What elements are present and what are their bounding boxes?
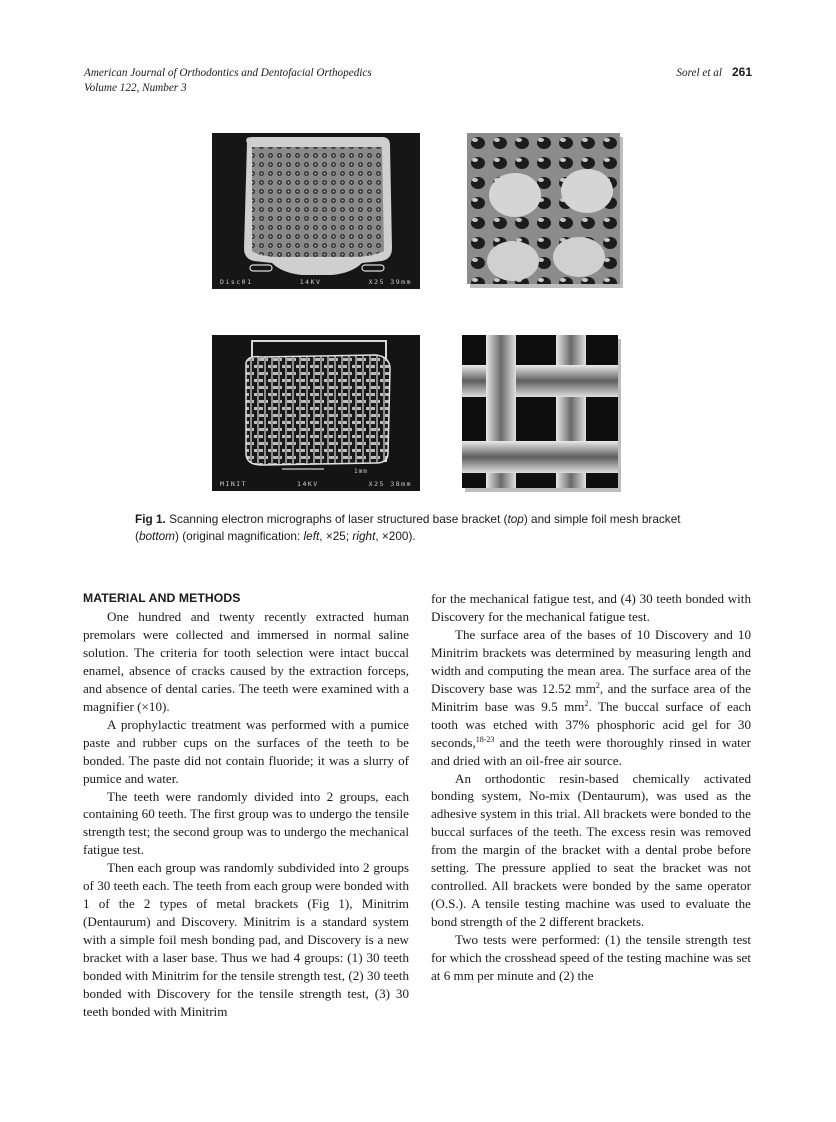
scale-bar-label: 1mm: [354, 468, 368, 475]
journal-title: American Journal of Orthodontics and Dentofacial Orthopedics: [84, 67, 372, 79]
caption-text: ) and simple foil mesh bracket (: [135, 512, 681, 543]
caption-italic: top: [507, 512, 524, 526]
caption-text: , ×25;: [319, 528, 353, 543]
laser-base-detail-micrograph: [467, 133, 620, 284]
superscript: 2: [595, 680, 600, 690]
caption-italic: left: [303, 528, 320, 543]
paragraph: One hundred and twenty recently extracted human premolars were collected and immersed in normal saline solution. The criteria for tooth selection were intact buccal enamel, absence of cracks caused by the extraction forceps, and absence of dental caries. The teeth were examined with a magnifier (×10).: [83, 609, 409, 714]
foil-mesh-detail-micrograph: [462, 335, 618, 488]
text-run: . The buccal surface of each tooth was etched with 37% phosphoric acid gel for 30 seconds,: [431, 698, 751, 750]
text-run: The surface area of the bases of 10 Discovery and 10 Minitrim brackets was determined by measuring length and width and computing the mean area. The surface area of the Discovery base was 12.52 mm: [431, 626, 751, 696]
figure-caption: [135, 511, 715, 544]
section-heading: MATERIAL AND METHODS: [83, 591, 241, 605]
voltage-label: 14KV: [299, 278, 322, 286]
paragraph: Two tests were performed: (1) the tensile strength test for which the crosshead speed of the testing machine was set at 6 mm per minute and (2) the: [431, 932, 751, 984]
figure-panel-bottom-left: [212, 335, 420, 491]
specimen-label: MINIT: [220, 480, 248, 488]
magnification-label: X25 38mm: [368, 480, 412, 488]
figure-panel-top-right: [467, 133, 620, 284]
caption-text: ) (original magnification:: [175, 528, 304, 543]
paragraph: The teeth were randomly divided into 2 groups, each containing 60 teeth. The first group was to undergo the tensile strength test; the second group was to undergo the mechanical fatigue test.: [83, 788, 409, 858]
text-run: and the teeth were thoroughly rinsed in water and dried with an oil-free air source.: [431, 734, 751, 768]
figure-panel-top-left: [212, 133, 420, 289]
caption-text: Scanning electron micrographs of laser structured base bracket (: [165, 512, 508, 526]
caption-italic: bottom: [138, 528, 176, 543]
page-number: 261: [731, 65, 752, 79]
laser-base-bracket-micrograph: [212, 133, 420, 289]
caption-text: , ×200).: [375, 528, 416, 543]
foil-mesh-bracket-micrograph: [212, 335, 420, 491]
journal-volume: Volume 122, Number 3: [84, 82, 187, 94]
figure-label: Fig 1.: [135, 512, 166, 526]
body-column-left: [83, 590, 409, 1021]
magnification-label: X25 39mm: [368, 278, 412, 286]
body-column-right: [431, 590, 751, 985]
specimen-label: Disc01: [220, 278, 253, 286]
paragraph: An orthodontic resin-based chemically activated bonding system, No-mix (Dentaurum), was used as the adhesive system in this trial. All brackets were bonded to the buccal surfaces of the teeth. The excess resin was removed from the margin of the bracket with a dental probe before setting. The pressure applied to seat the bracket was not controlled. All brackets were bonded by the same operator (O.S.). A tensile testing machine was used to evaluate the bond strength of the 2 different brackets.: [431, 770, 751, 930]
superscript: 2: [584, 698, 589, 708]
micrograph-info-bar: [212, 480, 420, 488]
paragraph: A prophylactic treatment was performed with a pumice paste and rubber cups on the surfaces of the teeth to be bonded. The paste did not contain fluoride; it was a slurry of pumice and water.: [83, 716, 409, 786]
voltage-label: 14KV: [297, 480, 319, 488]
paragraph: for the mechanical fatigue test, and (4) 30 teeth bonded with Discovery for the mechanical fatigue test.: [431, 591, 751, 624]
text-run: , and the surface area of the Minitrim base was 9.5 mm: [431, 680, 751, 714]
paragraph: Then each group was randomly subdivided into 2 groups of 30 teeth each. The teeth from each group were bonded with 1 of the 2 types of metal brackets (Fig 1), Minitrim (Dentaurum) and Discovery. Minitrim is a standard system with a simple foil mesh bonding pad, and Discovery is a new bracket with a laser base. Thus we had 4 groups: (1) 30 teeth bonded with Minitrim for the tensile strength test, (2) 30 teeth bonded with Discovery for the tensile strength test, (3) 30 teeth bonded with Minitrim: [83, 860, 409, 1019]
paragraph: [431, 626, 751, 770]
reference-superscript: 18-23: [475, 734, 495, 744]
running-authors: Sorel et al: [676, 67, 722, 79]
micrograph-info-bar: [212, 278, 420, 286]
figure-panel-bottom-right: [462, 335, 618, 488]
caption-italic: right: [352, 528, 376, 543]
